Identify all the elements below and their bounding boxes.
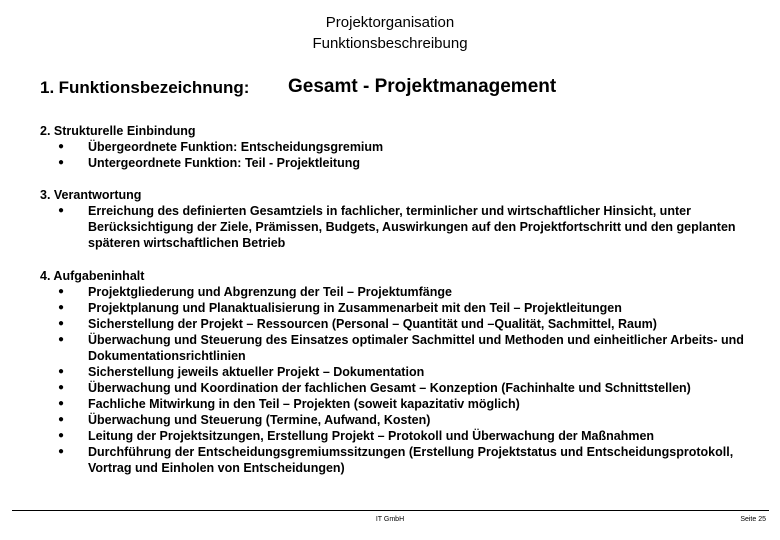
list-item <box>40 380 765 396</box>
page-header <box>0 12 780 54</box>
section-title: 4. Aufgabeninhalt <box>40 269 145 283</box>
function-label: Funktionsbezeichnung: <box>58 78 250 97</box>
list-item-text: Überwachung und Koordination der fachlichen Gesamt – Konzeption (Fachinhalte und Schnittstellen) <box>88 381 691 395</box>
list-item <box>40 316 765 332</box>
footer-company: IT GmbH <box>375 516 405 523</box>
bullet-icon: ● <box>58 430 65 441</box>
list-item-text: Durchführung der Entscheidungsgremiumssitzungen (Erstellung Projektstatus und Entscheidungsprotokoll, Vortrag und Einholen von Entscheidungen) <box>88 445 734 475</box>
section-responsibility <box>40 187 765 251</box>
list-item-text: Untergeordnete Funktion: Teil - Projektleitung <box>88 156 360 170</box>
list-item <box>40 300 765 316</box>
footer-page-number: Seite 25 <box>740 516 766 523</box>
list-item-text: Überwachung und Steuerung (Termine, Aufwand, Kosten) <box>88 413 431 427</box>
bullet-icon: ● <box>58 157 65 168</box>
section-structural-integration <box>40 123 765 171</box>
section-task-content <box>40 268 765 476</box>
bullet-icon: ● <box>58 366 65 377</box>
header-subtitle: Funktionsbeschreibung <box>312 35 468 52</box>
footer-divider <box>12 510 769 511</box>
list-item-text: Projektplanung und Planaktualisierung in Zusammenarbeit mit den Teil – Projektleitungen <box>88 301 622 315</box>
list-item <box>40 332 765 364</box>
bullet-icon: ● <box>58 446 65 457</box>
bullet-icon: ● <box>58 141 65 152</box>
bullet-icon: ● <box>58 318 65 329</box>
list-item <box>40 364 765 380</box>
list-item <box>40 428 765 444</box>
bullet-icon: ● <box>58 286 65 297</box>
list-item-text: Sicherstellung der Projekt – Ressourcen (Personal – Quantität und –Qualität, Sachmittel, Raum) <box>88 317 657 331</box>
function-value: Gesamt - Projektmanagement <box>288 76 557 97</box>
list-item-text: Fachliche Mitwirkung in den Teil – Projekten (soweit kapazitativ möglich) <box>88 397 520 411</box>
bullet-icon: ● <box>58 334 65 345</box>
list-item-text: Leitung der Projektsitzungen, Erstellung Projekt – Protokoll und Überwachung der Maßnahmen <box>88 429 655 443</box>
section-title: 3. Verantwortung <box>40 188 142 202</box>
header-title: Projektorganisation <box>325 14 455 31</box>
bullet-icon: ● <box>58 398 65 409</box>
bullet-icon: ● <box>58 414 65 425</box>
bullet-icon: ● <box>58 302 65 313</box>
list-item-text: Übergeordnete Funktion: Entscheidungsgremium <box>88 140 384 154</box>
bullet-icon: ● <box>58 382 65 393</box>
list-item <box>40 412 765 428</box>
section-function-name <box>40 78 760 98</box>
section-number: 1. <box>40 78 55 97</box>
list-item <box>40 139 765 155</box>
list-item <box>40 396 765 412</box>
list-item <box>40 444 765 476</box>
list-item-text: Überwachung und Steuerung des Einsatzes optimaler Sachmittel und Methoden und einheitlicher Arbeits- und Dokumentationsrichtlinien <box>88 333 744 363</box>
list-item-text: Erreichung des definierten Gesamtziels in fachlicher, terminlicher und wirtschaftlicher Hinsicht, unter Berücksichtigung der Ziele, Prämissen, Budgets, Auswirkungen auf den Projektfortschritt und den geplanten späteren wirtschaftlichen Betrieb <box>88 204 736 250</box>
section-title: 2. Strukturelle Einbindung <box>40 124 196 138</box>
list-item-text: Sicherstellung jeweils aktueller Projekt – Dokumentation <box>88 365 425 379</box>
list-item <box>40 284 765 300</box>
bullet-icon: ● <box>58 205 65 216</box>
list-item <box>40 155 765 171</box>
list-item <box>40 203 765 251</box>
list-item-text: Projektgliederung und Abgrenzung der Teil – Projektumfänge <box>88 285 452 299</box>
